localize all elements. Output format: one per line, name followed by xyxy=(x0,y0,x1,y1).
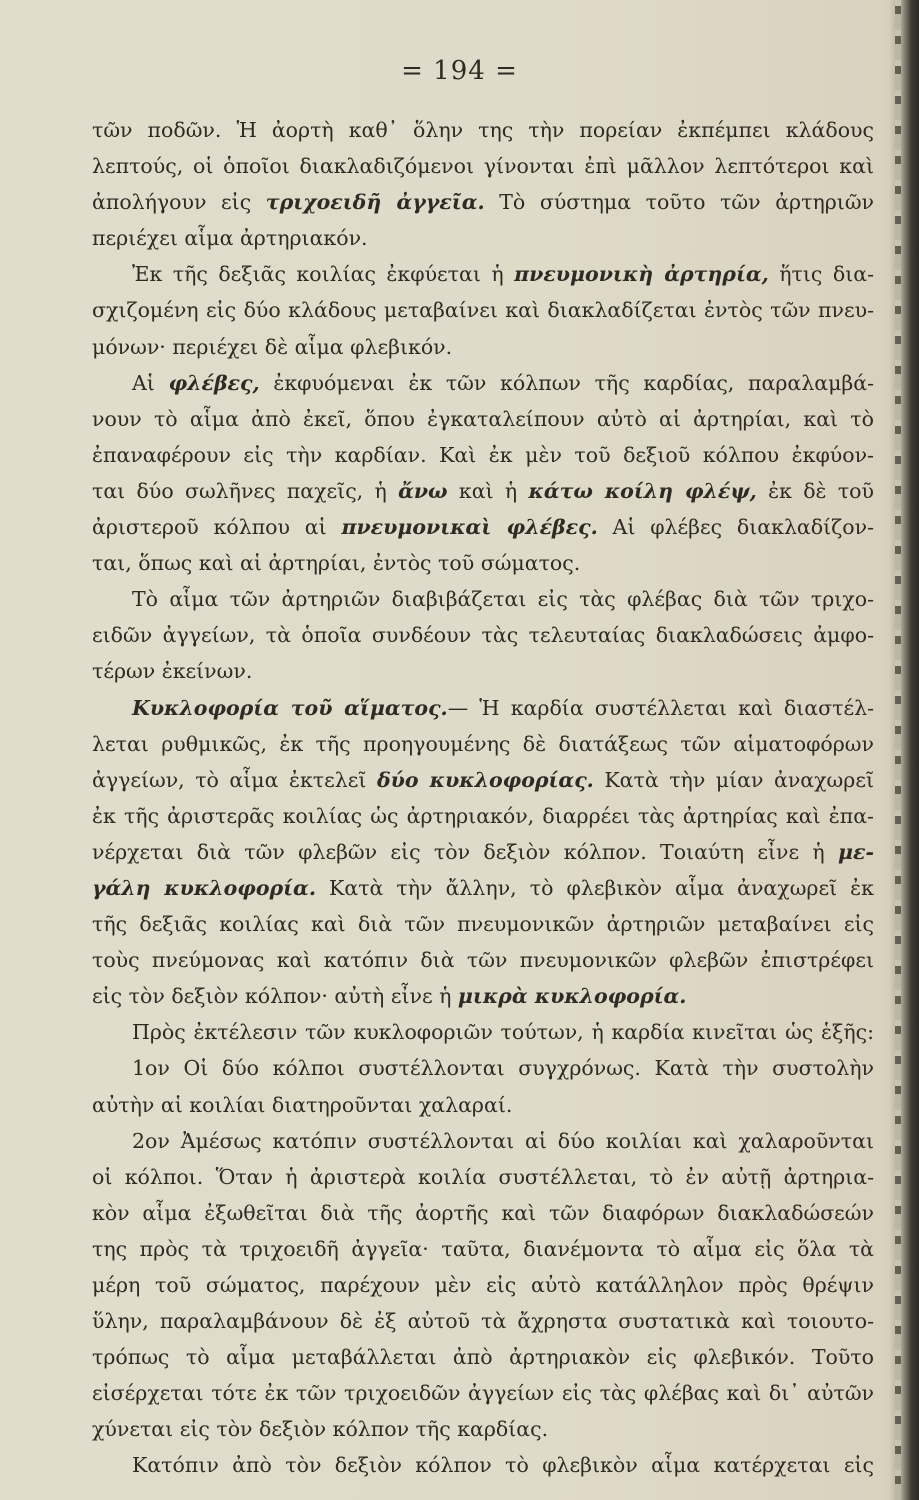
text-line xyxy=(92,1195,874,1231)
text-line xyxy=(92,545,874,581)
text-run: μέρη τοῦ σώματος, παρέχουν μὲν εἰς αὐτὸ κατάλληλον πρὸς θρέψιν xyxy=(92,1273,874,1297)
text-run: μόνων· περιέχει δὲ αἷμα φλεβικόν. xyxy=(92,334,453,359)
text-line xyxy=(92,942,874,978)
text-run: οἱ κόλποι. Ὅταν ἡ ἀριστερὰ κοιλία συστέλλεται, τὸ ἐν αὐτῇ ἀρτηρια- xyxy=(92,1164,874,1189)
text-line xyxy=(92,1303,874,1339)
text-run: ἀγγείων, τὸ αἷμα ἐκτελεῖ xyxy=(92,767,377,792)
text-line xyxy=(92,401,874,437)
text-run: ειδῶν ἀγγείων, τὰ ὁποῖα συνδέουν τὰς τελευταίας διακλαδώσεις ἀμφο- xyxy=(92,623,874,648)
text-run: Τὸ αἷμα τῶν ἀρτηριῶν διαβιβάζεται εἰς τὰς φλέβας διὰ τῶν τριχο- xyxy=(132,587,874,612)
text-run: Αἱ xyxy=(132,370,169,395)
text-run: νουν τὸ αἷμα ἀπὸ ἐκεῖ, ὅπου ἐγκαταλείπουν αὐτὸ αἱ ἀρτηρίαι, καὶ τὸ xyxy=(92,406,874,431)
text-line xyxy=(92,1159,874,1195)
text-run: ται, ὅπως καὶ αἱ ἀρτηρίαι, ἐντὸς τοῦ σώματος. xyxy=(92,551,581,576)
text-line xyxy=(92,726,874,762)
text-run: περιέχει αἷμα ἀρτηριακόν. xyxy=(92,226,368,251)
text-run: ἀριστεροῦ κόλπου αἱ xyxy=(92,515,342,540)
text-run: εἰσέρχεται τότε ἐκ τῶν τριχοειδῶν ἀγγείων εἰς τὰς φλέβας καὶ δι᾽ αὐτῶν xyxy=(92,1381,874,1406)
text-line xyxy=(92,1087,874,1123)
emphasized-term: Κυκλοφορία τοῦ αἵματος. xyxy=(132,695,448,720)
text-run: λεται ρυθμικῶς, ἐκ τῆς προηγουμένης δὲ διατάξεως τῶν αἱματοφόρων xyxy=(92,731,874,756)
text-run: ἀπολήγουν εἰς xyxy=(92,190,266,215)
text-run: λεπτούς, οἱ ὁποῖοι διακλαδιζόμενοι γίνονται ἐπὶ μᾶλλον λεπτότεροι καὶ xyxy=(92,154,874,179)
text-run: 1ον Οἱ δύο κόλποι συστέλλονται συγχρόνως. Κατὰ τὴν συστολὴν xyxy=(132,1056,874,1081)
text-run: Τὸ σύστημα τοῦτο τῶν ἀρτηριῶν xyxy=(484,190,874,215)
text-run: κὸν αἷμα ἐξωθεῖται διὰ τῆς ἀορτῆς καὶ τῶν διαφόρων διακλαδώσεών xyxy=(92,1200,874,1225)
text-line xyxy=(92,329,874,365)
emphasized-term: γάλη κυκλοφορία. xyxy=(92,875,316,900)
text-run: τέρων ἐκείνων. xyxy=(92,659,253,684)
text-run: καὶ ἡ xyxy=(447,478,529,503)
text-line xyxy=(92,509,874,545)
text-line xyxy=(92,870,874,906)
emphasized-term: μικρὰ κυκλοφορία. xyxy=(457,984,687,1009)
text-line xyxy=(92,184,874,220)
text-run: αὐτὴν αἱ κοιλίαι διατηροῦνται χαλαραί. xyxy=(92,1092,513,1117)
emphasized-term: πνευμονικὴ ἀρτηρία, xyxy=(514,262,769,287)
text-line xyxy=(92,1411,874,1447)
text-run: της πρὸς τὰ τριχοειδῆ ἀγγεῖα· ταῦτα, διανέμοντα τὸ αἷμα εἰς ὅλα τὰ xyxy=(92,1236,874,1261)
text-run: ἥτις δια- xyxy=(768,262,874,287)
text-run: Κατὰ τὴν ἄλλην, τὸ φλεβικὸν αἷμα ἀναχωρεῖ ἐκ xyxy=(315,875,874,900)
text-line xyxy=(92,1050,874,1086)
text-line xyxy=(92,1339,874,1375)
emphasized-term: τριχοειδῆ ἀγγεῖα. xyxy=(265,190,485,215)
text-run: τρόπως τὸ αἷμα μεταβάλλεται ἀπὸ ἀρτηριακὸν εἰς φλεβικόν. Τοῦτο xyxy=(92,1345,874,1370)
text-line xyxy=(92,581,874,617)
text-line xyxy=(92,798,874,834)
body-text xyxy=(92,112,874,1484)
emphasized-term: ἄνω xyxy=(398,478,448,503)
text-line xyxy=(92,1267,874,1303)
text-run: Πρὸς ἐκτέλεσιν τῶν κυκλοφοριῶν τούτων, ἡ καρδία κινεῖται ὡς ἑξῆς: xyxy=(132,1020,874,1045)
text-line xyxy=(92,148,874,184)
emphasized-term: δύο κυκλοφορίας. xyxy=(376,767,594,792)
text-line xyxy=(92,1123,874,1159)
text-run: τοὺς πνεύμονας καὶ κατόπιν διὰ τῶν πνευμονικῶν φλεβῶν ἐπιστρέφει xyxy=(92,948,874,973)
page-edge-shadow xyxy=(889,0,919,1500)
text-line xyxy=(92,1014,874,1050)
text-line xyxy=(92,690,874,726)
binding-edge xyxy=(895,0,901,1500)
text-line xyxy=(92,1447,874,1483)
text-run: νέρχεται διὰ τῶν φλεβῶν εἰς τὸν δεξιὸν κόλπον. Τοιαύτη εἶνε ἡ xyxy=(92,839,839,864)
text-run: Ἐκ τῆς δεξιᾶς κοιλίας ἐκφύεται ἡ xyxy=(132,262,515,287)
text-run: — Ἡ καρδία συστέλλεται καὶ διαστέλ- xyxy=(447,695,874,720)
text-line xyxy=(92,220,874,256)
text-run: ται δύο σωλῆνες παχεῖς, ἡ xyxy=(92,478,399,503)
text-line xyxy=(92,906,874,942)
text-line xyxy=(92,112,874,148)
text-run: Κατόπιν ἀπὸ τὸν δεξιὸν κόλπον τὸ φλεβικὸν αἷμα κατέρχεται εἰς xyxy=(132,1453,874,1478)
text-run: χύνεται εἰς τὸν δεξιὸν κόλπον τῆς καρδίας. xyxy=(92,1417,549,1442)
text-line xyxy=(92,653,874,689)
text-line xyxy=(92,1375,874,1411)
text-line xyxy=(92,1231,874,1267)
text-run: Αἱ φλέβες διακλαδίζον- xyxy=(597,515,874,540)
text-run: τῆς δεξιᾶς κοιλίας καὶ διὰ τῶν πνευμονικῶν ἀρτηριῶν μεταβαίνει εἰς xyxy=(92,912,874,937)
text-run: σχιζομένη εἰς δύο κλάδους μεταβαίνει καὶ διακλαδίζεται ἐντὸς τῶν πνευ- xyxy=(92,298,874,323)
text-run: Κατὰ τὴν μίαν ἀναχωρεῖ xyxy=(593,767,874,792)
text-line xyxy=(92,256,874,292)
text-run: ἐκφυόμεναι ἐκ τῶν κόλπων τῆς καρδίας, παραλαμβά- xyxy=(259,370,874,395)
emphasized-term: κάτω κοίλη φλέψ, xyxy=(528,478,757,503)
text-line xyxy=(92,834,874,870)
text-run: ἐκ τῆς ἀριστερᾶς κοιλίας ὡς ἀρτηριακόν, διαρρέει τὰς ἀρτηρίας καὶ ἐπα- xyxy=(92,803,874,828)
emphasized-term: φλέβες, xyxy=(168,370,260,395)
text-run: 2ον Ἀμέσως κατόπιν συστέλλονται αἱ δύο κοιλίαι καὶ χαλαροῦνται xyxy=(132,1128,874,1153)
text-line xyxy=(92,978,874,1014)
emphasized-term: πνευμονικαὶ φλέβες. xyxy=(341,515,598,540)
page-number: = 194 = xyxy=(401,56,518,86)
text-run: ἐπαναφέρουν εἰς τὴν καρδίαν. Καὶ ἐκ μὲν τοῦ δεξιοῦ κόλπου ἐκφύον- xyxy=(92,442,874,467)
text-line xyxy=(92,437,874,473)
text-line xyxy=(92,473,874,509)
text-run: ὕλην, παραλαμβάνουν δὲ ἐξ αὐτοῦ τὰ ἄχρηστα συστατικὰ καὶ τοιουτο- xyxy=(92,1309,874,1334)
text-line xyxy=(92,292,874,328)
emphasized-term: με- xyxy=(838,839,874,864)
text-run: τῶν ποδῶν. Ἡ ἀορτὴ καθ᾽ ὅλην της τὴν πορείαν ἐκπέμπει κλάδους xyxy=(92,118,874,142)
text-line xyxy=(92,365,874,401)
text-line xyxy=(92,762,874,798)
text-line xyxy=(92,617,874,653)
text-run: εἰς τὸν δεξιὸν κόλπον· αὐτὴ εἶνε ἡ xyxy=(92,984,458,1009)
text-run: ἐκ δὲ τοῦ xyxy=(756,478,874,503)
